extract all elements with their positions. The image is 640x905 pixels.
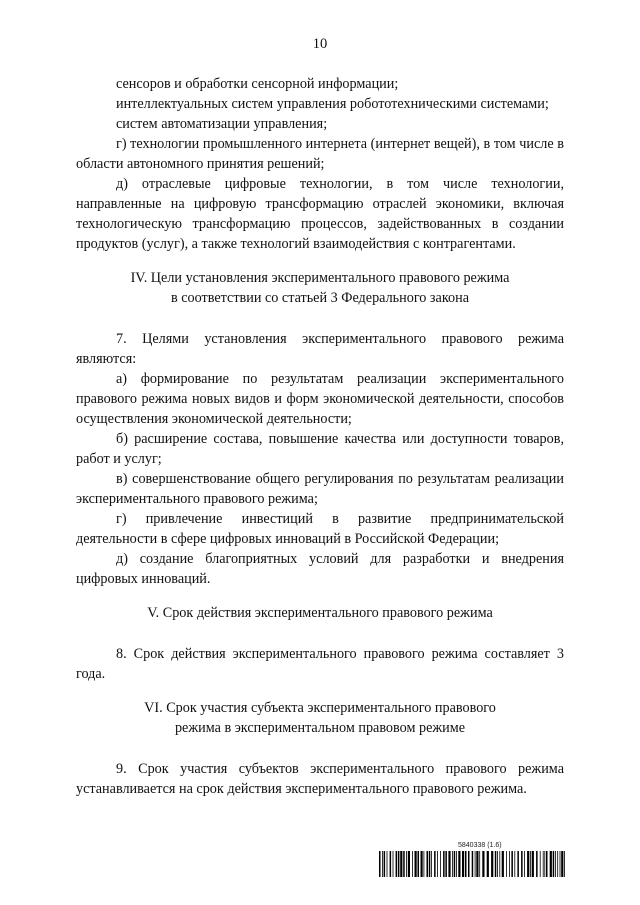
section-heading-vi-line1: VI. Срок участия субъекта экспериментального правового	[144, 700, 496, 716]
section-heading-vi-line2: режима в экспериментальном правовом режиме	[174, 720, 466, 736]
paragraph-9: 9. Срок участия субъектов экспериментального правового режима устанавливается на срок действия экспериментального правового режима.	[76, 761, 564, 797]
paragraph-7a: а) формирование по результатам реализации экспериментального правового режима новых видов и форм экономической деятельности, способов осуществления экономической деятельности;	[76, 371, 564, 427]
section-heading-iv-line1: IV. Цели установления экспериментального правового режима	[130, 270, 510, 286]
document-body	[76, 74, 564, 799]
section-heading-iv-line2: в соответствии со статьей 3 Федерального закона	[171, 290, 469, 306]
paragraph-8: 8. Срок действия экспериментального правового режима составляет 3 года.	[76, 646, 564, 682]
barcode-icon	[379, 851, 565, 877]
paragraph-7g: г) привлечение инвестиций в развитие предпринимательской деятельности в сфере цифровых инноваций в Российской Федерации;	[76, 511, 564, 547]
page-number: 10	[312, 36, 328, 52]
document-code: 5840338 (1.6)	[458, 842, 502, 849]
list-item-iot: г) технологии промышленного интернета (интернет вещей), в том числе в области автономного принятия решений;	[76, 136, 564, 172]
section-heading-v: V. Срок действия экспериментального правового режима	[147, 605, 493, 621]
paragraph-7d: д) создание благоприятных условий для разработки и внедрения цифровых инноваций.	[76, 551, 564, 587]
list-item-sensors: сенсоров и обработки сенсорной информации;	[116, 76, 399, 92]
list-item-intelligent-systems: интеллектуальных систем управления робототехническими системами;	[116, 96, 549, 112]
paragraph-7: 7. Целями установления экспериментального правового режима являются:	[76, 331, 564, 367]
paragraph-7v: в) совершенствование общего регулирования по результатам реализации экспериментального правового режима;	[76, 471, 564, 507]
paragraph-7b: б) расширение состава, повышение качества или доступности товаров, работ и услуг;	[76, 431, 564, 467]
list-item-sector-tech: д) отраслевые цифровые технологии, в том числе технологии, направленные на цифровую трансформацию отраслей экономики, включая технологическую трансформацию процессов, задействованных в создании продуктов (услуг), а также технологий взаимодействия с контрагентами.	[76, 176, 564, 252]
list-item-automation: систем автоматизации управления;	[116, 116, 328, 132]
